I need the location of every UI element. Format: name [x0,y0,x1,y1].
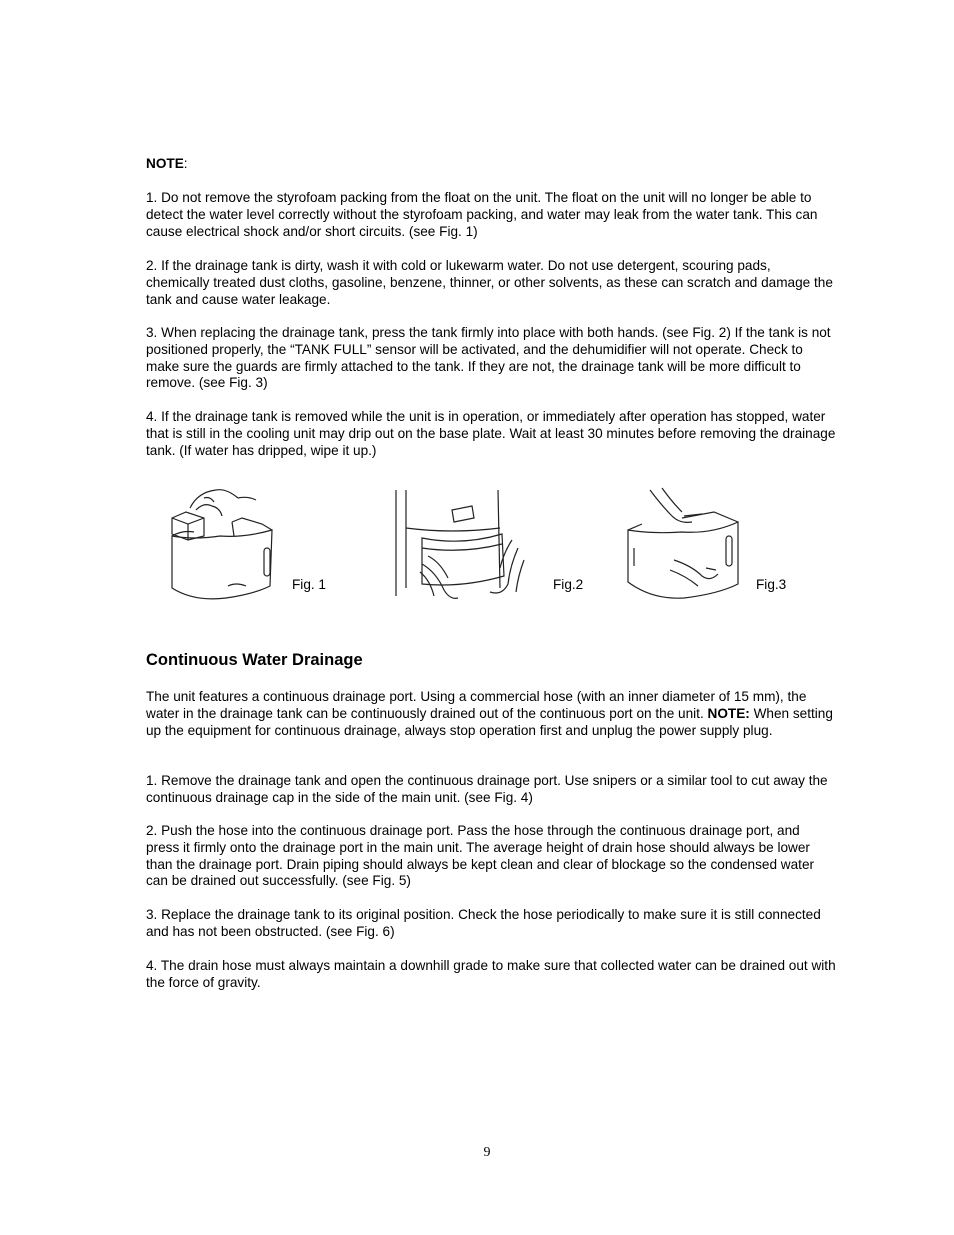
hands-pressing-tank-illustration [392,488,532,604]
section-heading: Continuous Water Drainage [146,651,363,669]
note-label: NOTE: [146,156,188,171]
note-item-4: 4. If the drainage tank is removed while the unit is in operation, or immediately after operation has stopped, water that is still in the cooling unit may drip out on the base plate. Wait at least 30 minutes before removing the drainage tank. (If water has dripped, wipe it up.) [146,409,836,458]
note-item-1: 1. Do not remove the styrofoam packing from the float on the unit. The float on the unit will no longer be able to detect the water level correctly without the styrofoam packing, and water may leak from the water tank. This can cause electrical shock and/or short circuits. (see Fig. 1) [146,190,818,239]
drainage-step-2: 2. Push the hose into the continuous drainage port. Pass the hose through the continuous drainage port, and press it firmly onto the drainage port in the main unit. The average height of drain hose should always be lower than the drainage port. Drain piping should always be kept clean and clear of blockage so the condensed water can be drained out successfully. (see Fig. 5) [146,823,815,889]
drainage-step-4: 4. The drain hose must always maintain a downhill grade to make sure that collected water can be drained out with the force of gravity. [146,958,836,990]
fig-1-caption: Fig. 1 [292,577,326,592]
section-intro [146,689,836,739]
intro-text: The unit features a continuous drainage port. Using a commercial hose (with an inner diameter of 15 mm), the water in the drainage tank can be continuously drained out of the continuous port on the unit. [146,689,807,721]
fig-3-caption: Fig.3 [756,577,787,592]
note-item-3: 3. When replacing the drainage tank, press the tank firmly into place with both hands. (see Fig. 2) If the tank is not positioned properly, the “TANK FULL” sensor will be activated, and the dehumidifier will not operate. Check to make sure the guards are firmly attached to the tank. If they are not, the drainage tank will be more difficult to remove. (see Fig. 3) [146,325,831,391]
fig-2-caption: Fig.2 [553,577,584,592]
fig-2-illustration [392,488,532,604]
page-number: 9 [483,1145,491,1160]
fig-3-illustration [622,486,746,604]
drainage-step-3: 3. Replace the drainage tank to its original position. Check the hose periodically to make sure it is still connected and has not been obstructed. (see Fig. 6) [146,907,821,939]
tank-with-float-illustration [164,478,284,606]
intro-note-label: NOTE: [707,705,750,721]
hands-removing-tank-illustration [622,486,746,604]
drainage-step-1: 1. Remove the drainage tank and open the continuous drainage port. Use snipers or a similar tool to cut away the continuous drainage cap in the side of the main unit. (see Fig. 4) [146,773,828,805]
note-item-2: 2. If the drainage tank is dirty, wash it with cold or lukewarm water. Do not use detergent, scouring pads, chemically treated dust cloths, gasoline, benzene, thinner, or other solvents, as these can scratch and damage the tank and cause water leakage. [146,258,833,307]
fig-1-illustration [164,478,284,606]
intro-note-text: When setting up the equipment for continuous drainage, always stop operation first and unplug the power supply plug. [146,705,833,738]
